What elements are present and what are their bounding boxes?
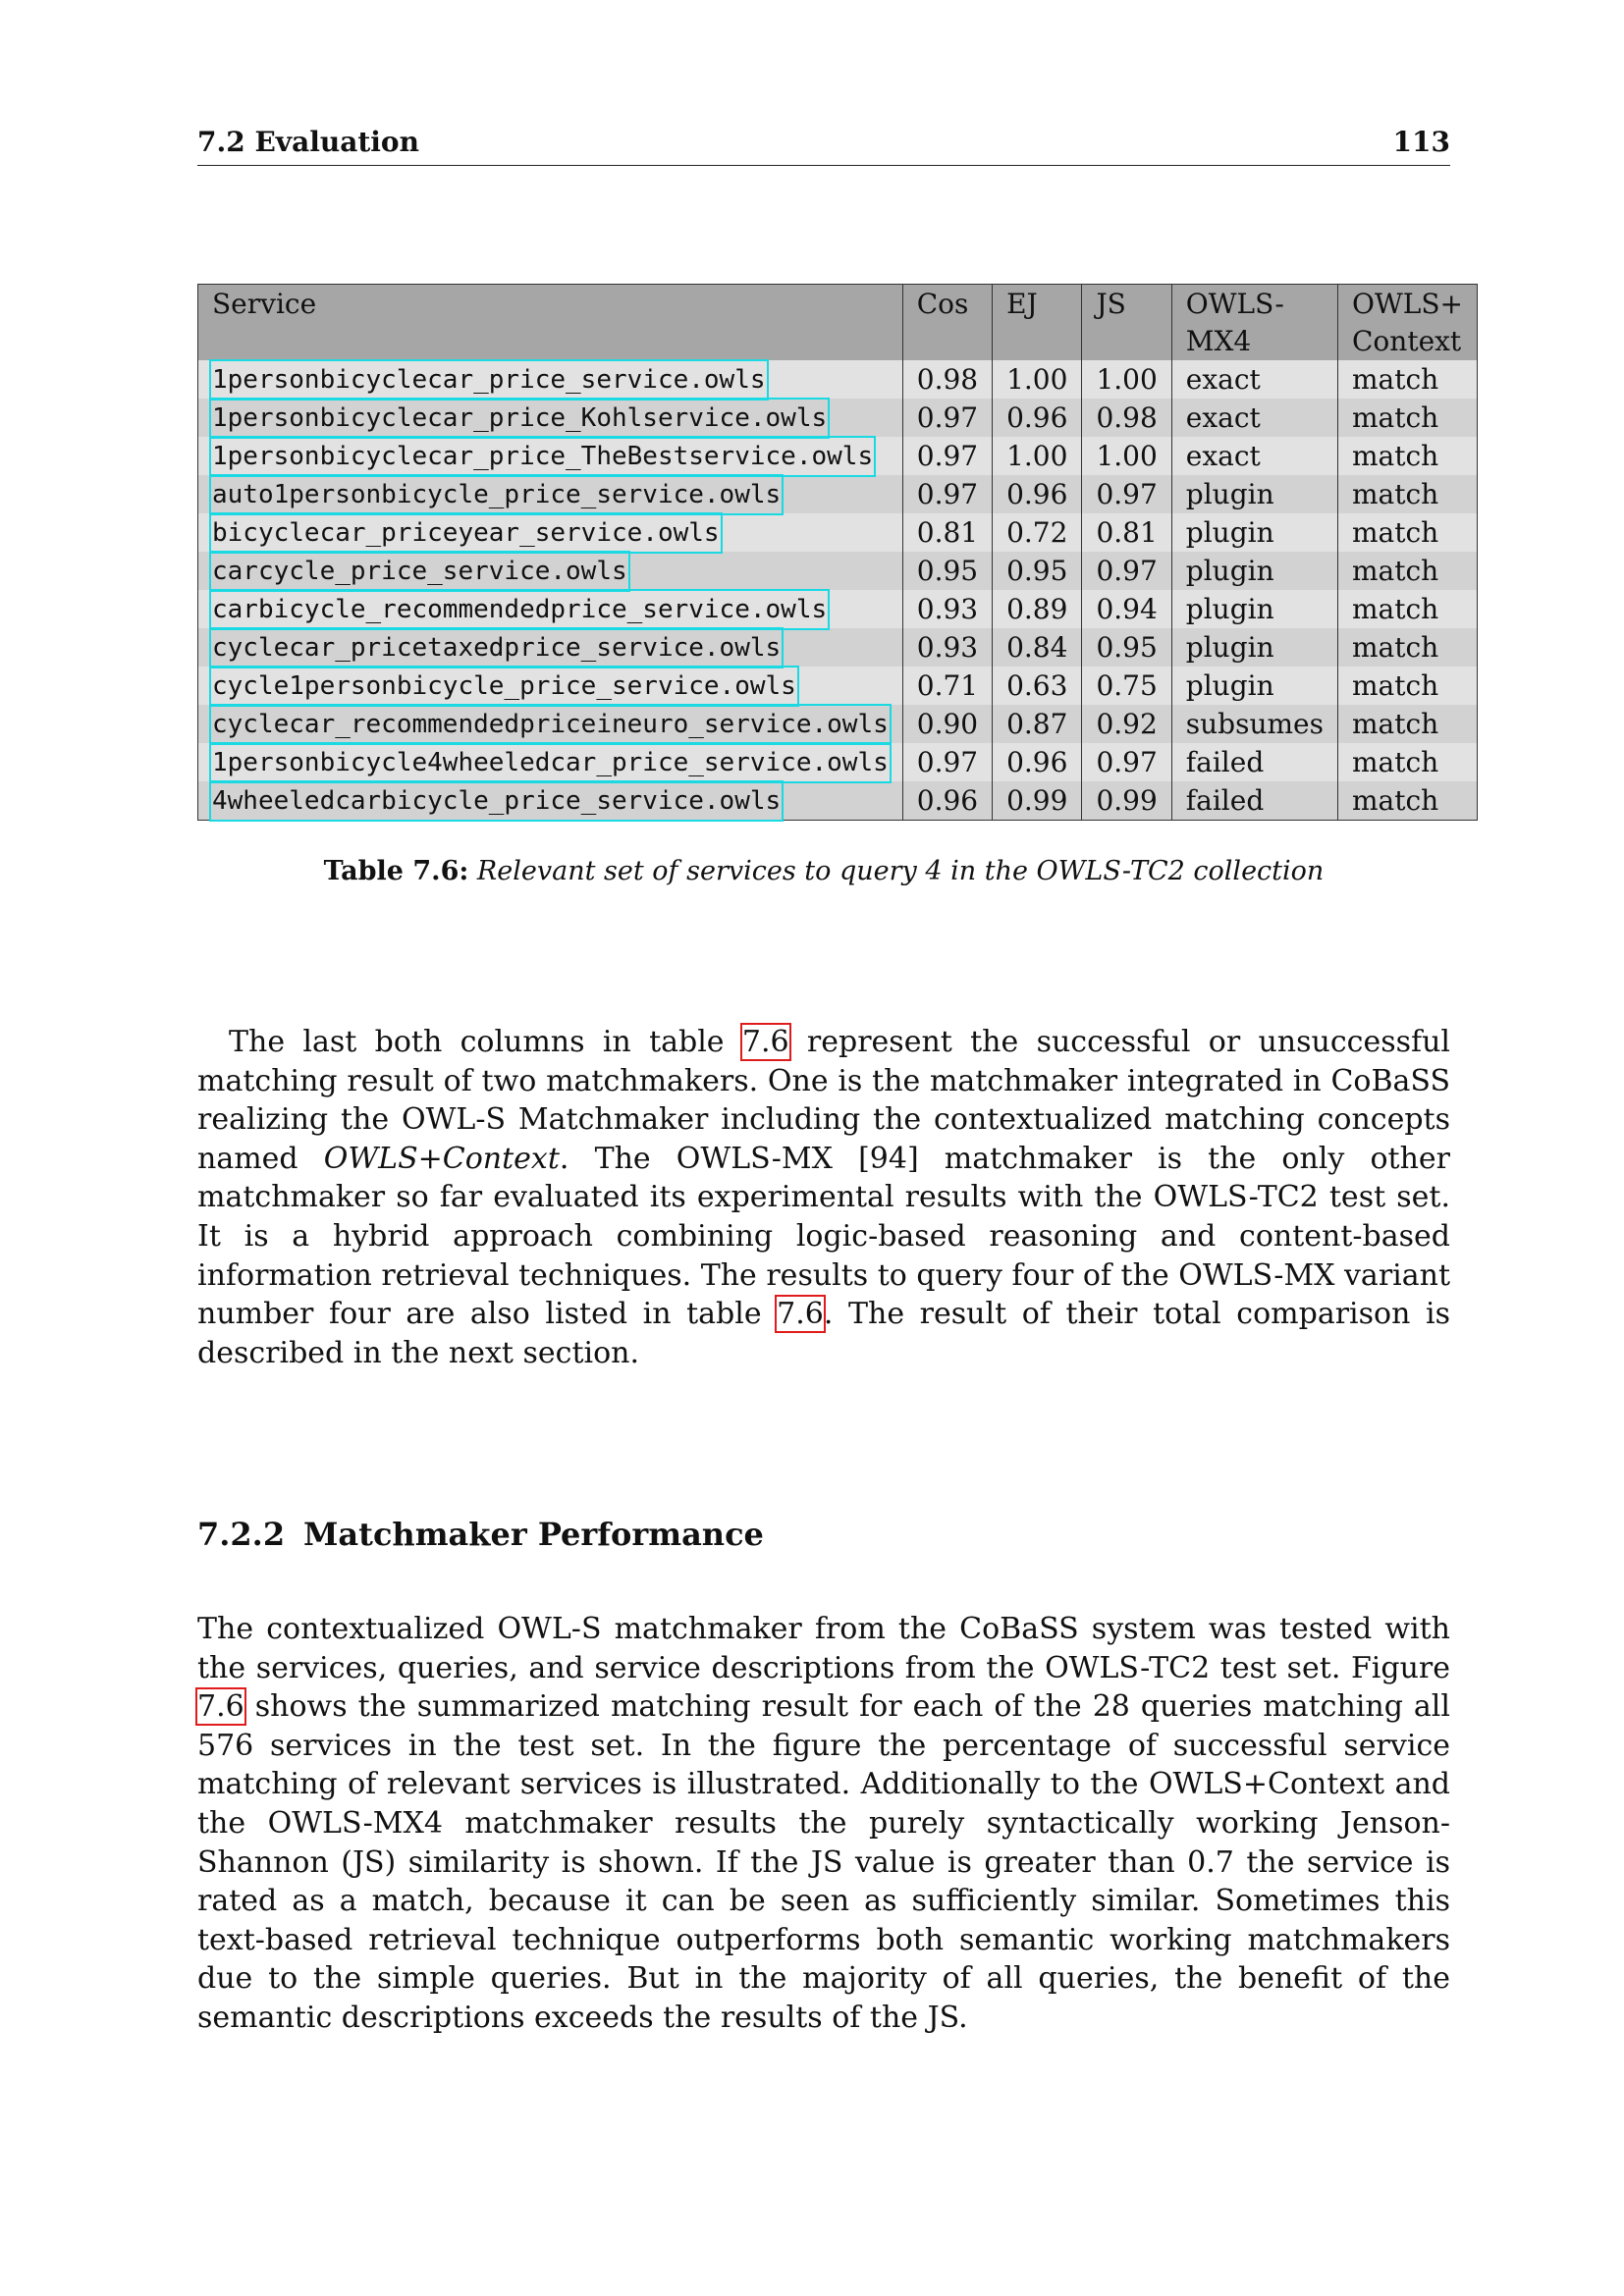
cell-owls-mx4: subsumes [1171,705,1337,743]
cell-js: 0.97 [1082,743,1171,781]
table-row [198,552,1478,590]
table-row [198,590,1478,628]
cell-owls-mx4: exact [1171,360,1337,399]
cell-cos: 0.71 [902,667,992,705]
text: represent the successful or unsuccessful matching result of two matchmakers. One is the matchmaker integrated in CoBaSS realizing the OWL-S Matchmaker including the contextualized matching concepts named [197,1025,1451,1176]
cell-owls-context: match [1338,513,1478,552]
text: . The result of their total comparison is described in the next section. [197,1297,1450,1370]
table-row [198,705,1478,743]
cell-cos: 0.93 [902,628,992,667]
figure-ref-link[interactable]: 7.6 [197,1689,244,1725]
cell-ej: 0.99 [993,781,1082,821]
cell-owls-mx4: plugin [1171,667,1337,705]
cell-cos: 0.98 [902,360,992,399]
col-ej: EJ [993,285,1082,361]
table-caption [197,856,1450,886]
cell-owls-mx4: plugin [1171,513,1337,552]
caption-text: Relevant set of services to query 4 in the OWLS-TC2 collection [476,856,1325,886]
cell-owls-context: match [1338,399,1478,437]
subsection-number: 7.2.2 [197,1516,286,1553]
emphasis: OWLS+Context [323,1141,560,1176]
cell-service [198,513,903,552]
service-link[interactable]: 1personbicyclecar_price_Kohlservice.owls [212,400,827,436]
cell-cos: 0.97 [902,475,992,513]
cell-service [198,628,903,667]
service-link[interactable]: cyclecar_recommendedpriceineuro_service.owls [212,707,889,742]
cell-ej: 1.00 [993,437,1082,475]
cell-service [198,590,903,628]
subsection-title: Matchmaker Performance [303,1516,764,1553]
cell-owls-context: match [1338,743,1478,781]
cell-ej: 0.96 [993,743,1082,781]
cell-cos: 0.81 [902,513,992,552]
cell-owls-mx4: exact [1171,437,1337,475]
cell-ej: 0.84 [993,628,1082,667]
cell-ej: 0.96 [993,475,1082,513]
table-ref-link[interactable]: 7.6 [741,1025,789,1059]
cell-owls-mx4: exact [1171,399,1337,437]
table-row [198,513,1478,552]
cell-js: 1.00 [1082,437,1171,475]
col-owls-context: OWLS+ Context [1338,285,1478,361]
col-js: JS [1082,285,1171,361]
cell-owls-context: match [1338,360,1478,399]
page-number: 113 [1392,126,1450,158]
cell-owls-mx4: failed [1171,781,1337,821]
cell-owls-mx4: plugin [1171,552,1337,590]
cell-js: 0.81 [1082,513,1171,552]
caption-label: Table 7.6: [323,856,469,886]
cell-owls-context: match [1338,475,1478,513]
cell-js: 1.00 [1082,360,1171,399]
cell-service [198,667,903,705]
table-row [198,667,1478,705]
services-table [197,284,1478,821]
cell-js: 0.75 [1082,667,1171,705]
cell-js: 0.95 [1082,628,1171,667]
table-row [198,743,1478,781]
service-link[interactable]: auto1personbicycle_price_service.owls [212,477,781,512]
table-row [198,360,1478,399]
cell-owls-mx4: plugin [1171,590,1337,628]
cell-owls-context: match [1338,667,1478,705]
cell-owls-mx4: plugin [1171,628,1337,667]
service-link[interactable]: 1personbicyclecar_price_service.owls [212,362,766,398]
table-header-row [198,285,1478,361]
cell-service [198,399,903,437]
cell-cos: 0.93 [902,590,992,628]
cell-cos: 0.95 [902,552,992,590]
section-title: 7.2 Evaluation [197,126,419,158]
table-row [198,399,1478,437]
cell-ej: 0.63 [993,667,1082,705]
col-service: Service [198,285,903,361]
cell-ej: 1.00 [993,360,1082,399]
cell-js: 0.92 [1082,705,1171,743]
col-cos: Cos [902,285,992,361]
cell-ej: 0.95 [993,552,1082,590]
cell-owls-mx4: plugin [1171,475,1337,513]
service-link[interactable]: cyclecar_pricetaxedprice_service.owls [212,630,781,666]
cell-owls-context: match [1338,437,1478,475]
text: . The OWLS-MX [94] matchmaker is the only other matchmaker so far evaluated its experimental results with the OWLS-TC2 test set. It is a hybrid approach combining logic-based reasoning and content-based information retrieval techniques. The results to query four of the OWLS-MX variant number four are also listed in table [197,1141,1451,1332]
paragraph-matchmaker-performance [197,1610,1450,2038]
text: shows the summarized matching result for each of the 28 queries matching all 576 services in the test set. In the figure the percentage of successful service matching of relevant services is illustrated. Additionally to the OWLS+Context and the OWLS-MX4 matchmaker results the purely syntactically working Jenson-Shannon (JS) similarity is shown. If the JS value is greater than 0.7 the service is rated as a match, because it can be seen as sufficiently similar. Sometimes this text-based retrieval technique outperforms both semantic working matchmakers due to the simple queries. But in the majority of all queries, the benefit of the semantic descriptions exceeds the results of the JS. [197,1689,1450,2035]
paragraph-table-discussion [197,1023,1450,1372]
table-ref-link[interactable]: 7.6 [777,1297,824,1332]
cell-service [198,360,903,399]
cell-owls-context: match [1338,590,1478,628]
service-link[interactable]: bicyclecar_priceyear_service.owls [212,515,720,551]
cell-ej: 0.89 [993,590,1082,628]
cell-ej: 0.96 [993,399,1082,437]
cell-service [198,781,903,821]
service-link[interactable]: cycle1personbicycle_price_service.owls [212,668,796,704]
col-owls-mx4: OWLS- MX4 [1171,285,1337,361]
cell-owls-context: match [1338,781,1478,821]
cell-cos: 0.90 [902,705,992,743]
table-row [198,628,1478,667]
cell-owls-context: match [1338,552,1478,590]
cell-ej: 0.87 [993,705,1082,743]
table-row [198,781,1478,821]
service-link[interactable]: carbicycle_recommendedprice_service.owls [212,592,827,627]
cell-js: 0.97 [1082,475,1171,513]
cell-cos: 0.97 [902,437,992,475]
service-link[interactable]: 4wheeledcarbicycle_price_service.owls [212,783,781,819]
cell-js: 0.99 [1082,781,1171,821]
cell-service [198,743,903,781]
text: The contextualized OWL-S matchmaker from the CoBaSS system was tested with the services, queries, and service descriptions from the OWLS-TC2 test set. Figure [197,1612,1450,1685]
service-link[interactable]: 1personbicycle4wheeledcar_price_service.owls [212,745,889,780]
text: The last both columns in table [229,1025,742,1059]
service-link[interactable]: 1personbicyclecar_price_TheBestservice.owls [212,439,873,474]
cell-cos: 0.97 [902,399,992,437]
service-link[interactable]: carcycle_price_service.owls [212,554,627,589]
cell-service [198,437,903,475]
subsection-heading [197,1516,764,1553]
cell-js: 0.97 [1082,552,1171,590]
cell-owls-context: match [1338,628,1478,667]
cell-service [198,552,903,590]
cell-owls-context: match [1338,705,1478,743]
cell-owls-mx4: failed [1171,743,1337,781]
table-row [198,437,1478,475]
cell-service [198,475,903,513]
cell-ej: 0.72 [993,513,1082,552]
cell-cos: 0.97 [902,743,992,781]
cell-js: 0.98 [1082,399,1171,437]
cell-js: 0.94 [1082,590,1171,628]
table-row [198,475,1478,513]
cell-cos: 0.96 [902,781,992,821]
running-header [197,126,1450,166]
cell-service [198,705,903,743]
